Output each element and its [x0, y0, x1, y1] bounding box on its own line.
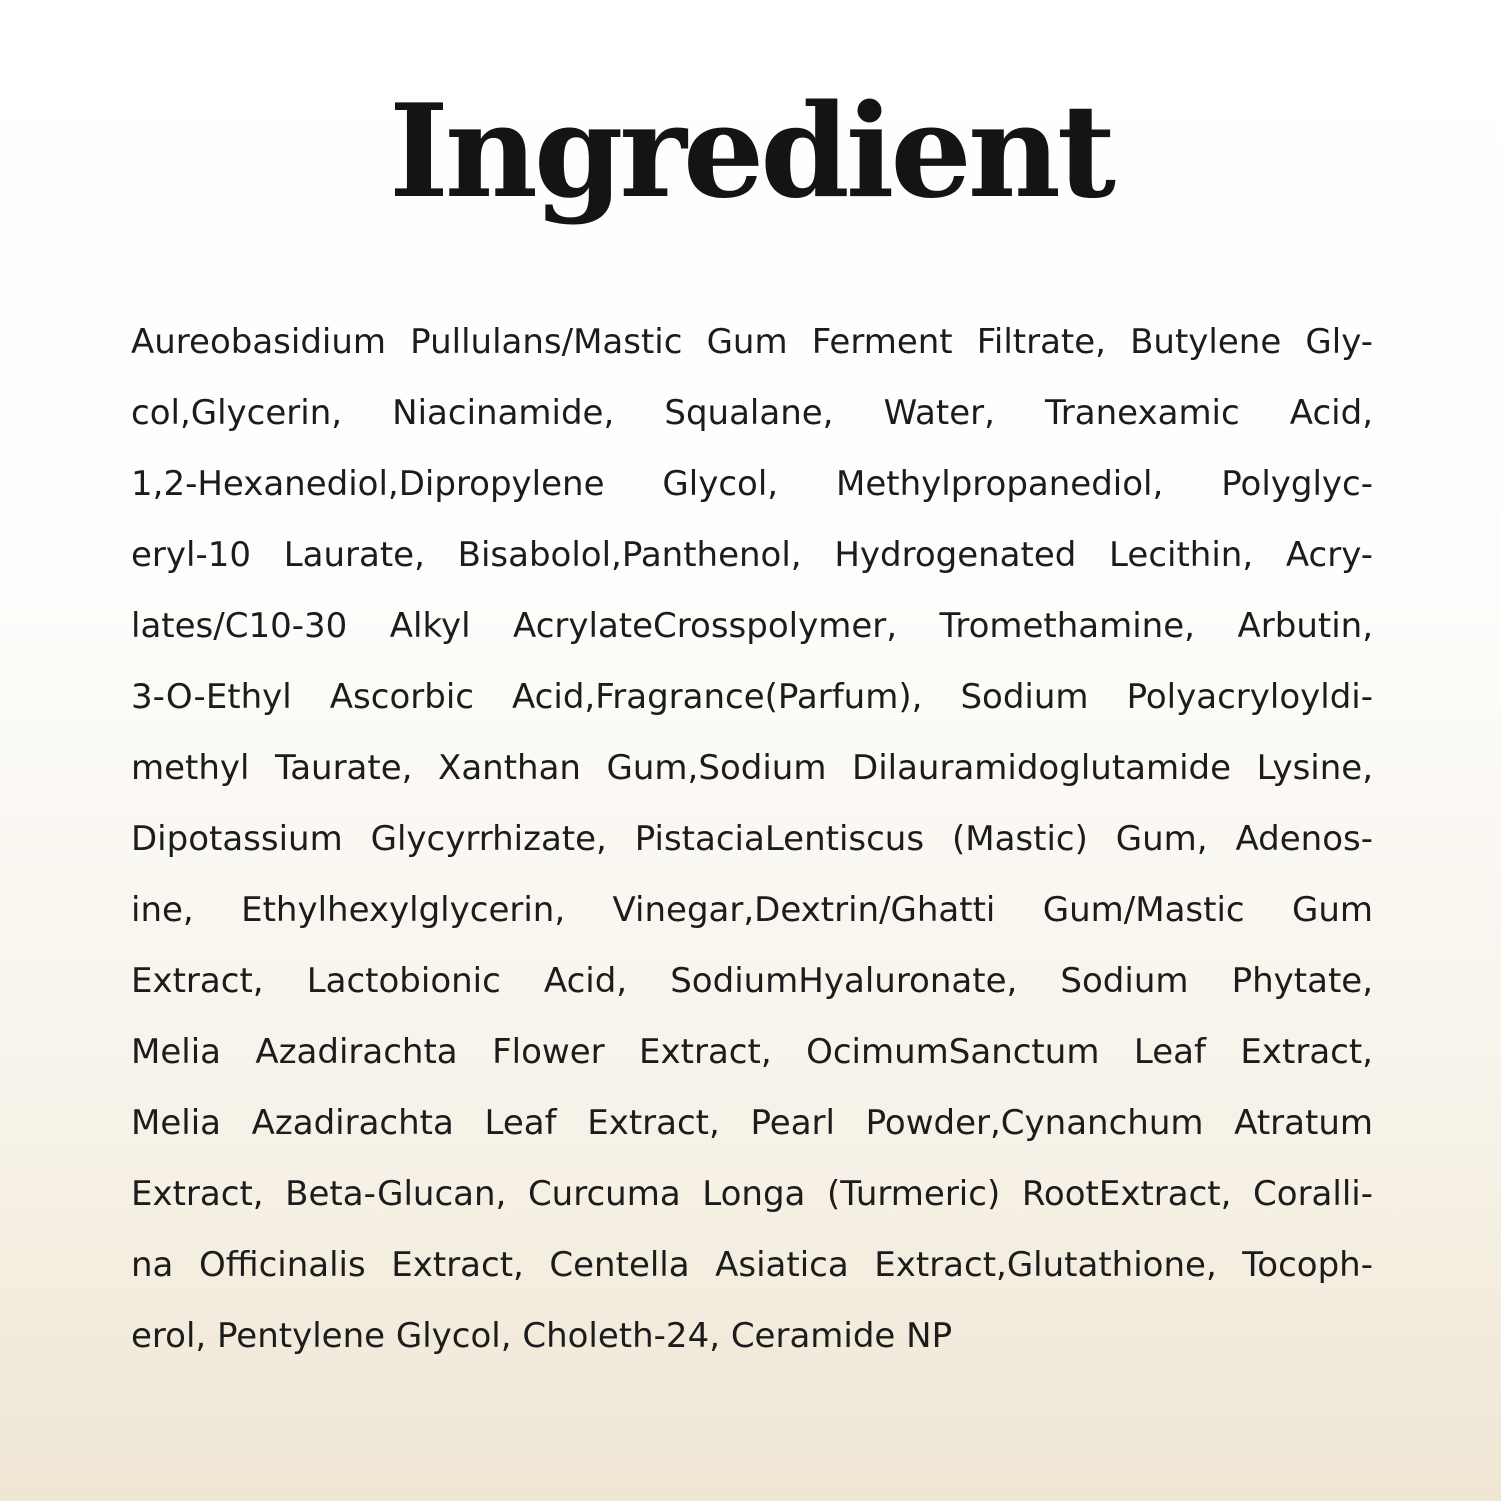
ingredient-line: Melia Azadirachta Leaf Extract, Pearl Powder,Cynanchum Atratum: [131, 1103, 1373, 1143]
ingredient-list: [131, 307, 1373, 1372]
ingredient-line: eryl-10 Laurate, Bisabolol,Panthenol, Hydrogenated Lecithin, Acry-: [131, 535, 1373, 575]
ingredient-line: na Officinalis Extract, Centella Asiatica Extract,Glutathione, Tocoph-: [131, 1245, 1373, 1285]
ingredient-line: lates/C10-30 Alkyl AcrylateCrosspolymer, Tromethamine, Arbutin,: [131, 606, 1373, 646]
ingredient-line: Melia Azadirachta Flower Extract, OcimumSanctum Leaf Extract,: [131, 1032, 1373, 1072]
ingredient-line: 3-O-Ethyl Ascorbic Acid,Fragrance(Parfum), Sodium Polyacryloyldi-: [131, 677, 1373, 717]
ingredient-line: erol, Pentylene Glycol, Choleth-24, Ceramide NP: [131, 1316, 953, 1356]
ingredient-line: Extract, Lactobionic Acid, SodiumHyaluronate, Sodium Phytate,: [131, 961, 1373, 1001]
ingredient-line: methyl Taurate, Xanthan Gum,Sodium Dilauramidoglutamide Lysine,: [131, 748, 1373, 788]
ingredient-line: Extract, Beta-Glucan, Curcuma Longa (Turmeric) RootExtract, Coralli-: [131, 1174, 1373, 1214]
ingredient-line: col,Glycerin, Niacinamide, Squalane, Water, Tranexamic Acid,: [131, 393, 1373, 433]
ingredient-line: ine, Ethylhexylglycerin, Vinegar,Dextrin/Ghatti Gum/Mastic Gum: [131, 890, 1373, 930]
page-title: Ingredient: [388, 77, 1113, 227]
ingredient-line: Aureobasidium Pullulans/Mastic Gum Ferment Filtrate, Butylene Gly-: [131, 322, 1373, 362]
ingredient-line: 1,2-Hexanediol,Dipropylene Glycol, Methylpropanediol, Polyglyc-: [131, 464, 1373, 504]
ingredient-line: Dipotassium Glycyrrhizate, PistaciaLentiscus (Mastic) Gum, Adenos-: [131, 819, 1373, 859]
